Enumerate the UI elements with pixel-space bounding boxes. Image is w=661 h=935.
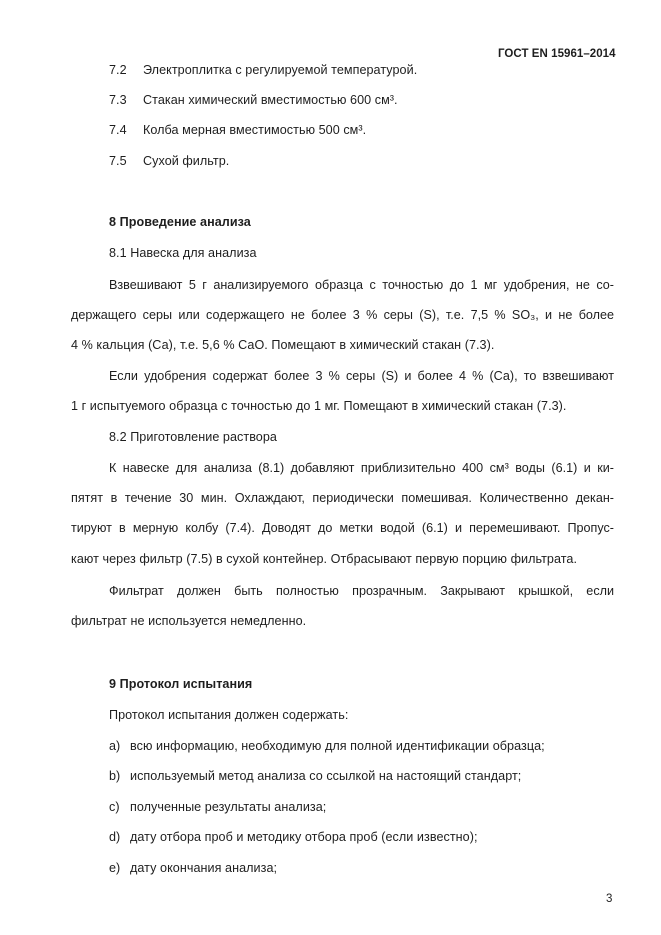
paragraph-line: держащего серы или содержащего не более 3 % серы (S), т.е. 7,5 % SO₃, и не более: [71, 308, 614, 322]
list-item-letter: b): [109, 769, 121, 783]
equipment-text: Стакан химический вместимостью 600 см³.: [143, 93, 398, 107]
list-item: [109, 829, 478, 845]
equipment-text: Колба мерная вместимостью 500 см³.: [143, 123, 367, 137]
paragraph-line: кают через фильтр (7.5) в сухой контейнер. Отбрасывают первую порцию фильтрата.: [71, 552, 578, 566]
list-item-letter: c): [109, 800, 120, 814]
equipment-item: [109, 62, 417, 78]
paragraph-line: Если удобрения содержат более 3 % серы (S) и более 4 % (Са), то взвешивают: [109, 369, 614, 383]
paragraph-line: 1 г испытуемого образца с точностью до 1 мг. Помещают в химический стакан (7.3).: [71, 399, 567, 413]
paragraph-line: К навеске для анализа (8.1) добавляют приблизительно 400 см³ воды (6.1) и ки-: [109, 461, 614, 475]
list-item-text: полученные результаты анализа;: [130, 800, 327, 814]
page-number: 3: [606, 893, 613, 905]
standard-header: ГОСТ EN 15961–2014: [498, 48, 616, 60]
list-item-text: дату окончания анализа;: [130, 861, 278, 875]
equipment-number: 7.5: [109, 154, 127, 168]
list-item: [109, 738, 545, 754]
subsection-8-2-title: 8.2 Приготовление раствора: [109, 430, 277, 444]
equipment-item: [109, 153, 229, 169]
list-item-letter: a): [109, 739, 121, 753]
paragraph-line: 4 % кальция (Са), т.е. 5,6 % СаО. Помещают в химический стакан (7.3).: [71, 338, 495, 352]
list-item-text: дату отбора проб и методику отбора проб (если известно);: [130, 830, 478, 844]
paragraph-line: тируют в мерную колбу (7.4). Доводят до метки водой (6.1) и перемешивают. Пропус-: [71, 521, 614, 535]
list-item-letter: e): [109, 861, 121, 875]
list-item: [109, 799, 326, 815]
paragraph-line: пятят в течение 30 мин. Охлаждают, периодически помешивая. Количественно декан-: [71, 491, 614, 505]
equipment-text: Электроплитка с регулируемой температурой.: [143, 63, 418, 77]
equipment-number: 7.4: [109, 123, 127, 137]
paragraph-line: Фильтрат должен быть полностью прозрачным. Закрывают крышкой, если: [109, 584, 614, 598]
equipment-item: [109, 92, 398, 108]
list-item-text: всю информацию, необходимую для полной идентификации образца;: [130, 739, 545, 753]
paragraph-line: фильтрат не используется немедленно.: [71, 614, 307, 628]
paragraph-line: Взвешивают 5 г анализируемого образца с точностью до 1 мг удобрения, не со-: [109, 278, 614, 292]
section-9-intro: Протокол испытания должен содержать:: [109, 708, 349, 722]
list-item: [109, 860, 277, 876]
list-item-text: используемый метод анализа со ссылкой на настоящий стандарт;: [130, 769, 522, 783]
list-item-letter: d): [109, 830, 121, 844]
list-item: [109, 768, 521, 784]
subsection-8-1-title: 8.1 Навеска для анализа: [109, 246, 257, 260]
equipment-text: Сухой фильтр.: [143, 154, 230, 168]
equipment-number: 7.3: [109, 93, 127, 107]
section-9-title: 9 Протокол испытания: [109, 677, 253, 691]
equipment-item: [109, 122, 366, 138]
section-8-title: 8 Проведение анализа: [109, 215, 251, 229]
equipment-number: 7.2: [109, 63, 127, 77]
